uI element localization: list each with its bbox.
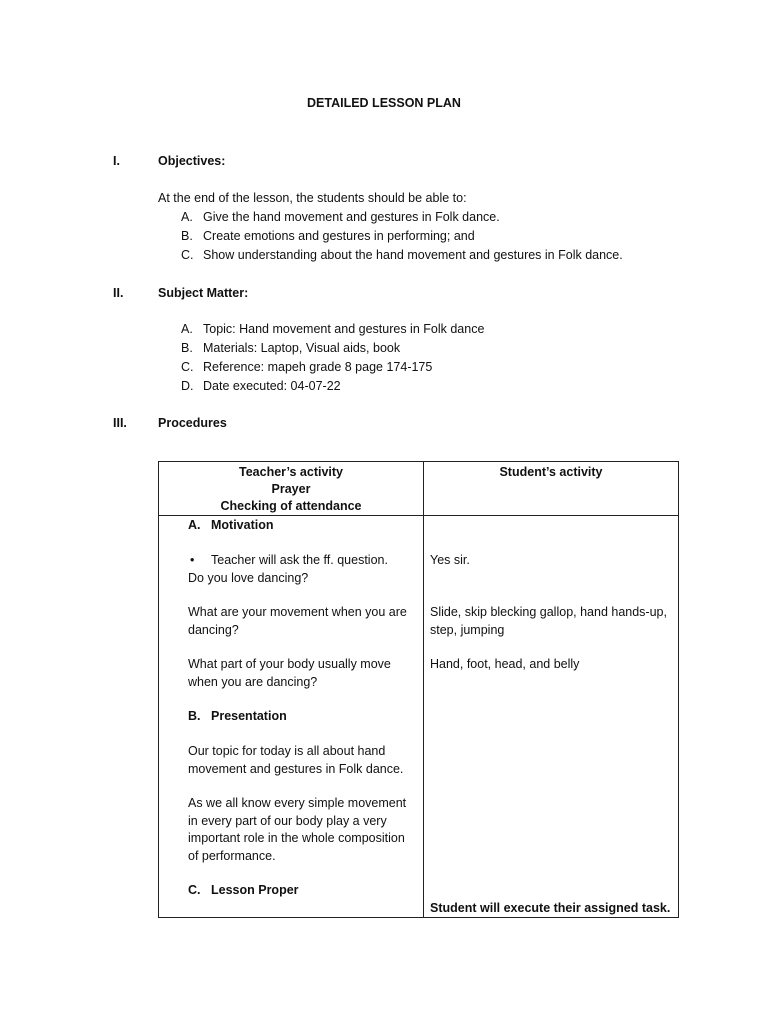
question-3-line-1: What part of your body usually move xyxy=(188,657,391,671)
section-numeral-objectives: I. xyxy=(113,154,120,168)
objective-letter: B. xyxy=(181,229,193,243)
objective-item: Give the hand movement and gestures in Folk dance. xyxy=(203,210,500,224)
section-numeral-procedures: III. xyxy=(113,416,127,430)
explanation-line-1: As we all know every simple movement xyxy=(188,796,407,810)
teacher-activity-cell xyxy=(159,516,424,918)
lesson-proper-letter: C. xyxy=(188,883,201,897)
header-line: Teacher’s activity xyxy=(239,465,343,479)
subject-letter: C. xyxy=(181,360,194,374)
table-body-row xyxy=(159,516,679,918)
question-1: Do you love dancing? xyxy=(188,571,309,585)
objective-item: Create emotions and gestures in performing; and xyxy=(203,229,475,243)
subject-item: Topic: Hand movement and gestures in Folk dance xyxy=(203,322,485,336)
teacher-activity-header xyxy=(159,462,424,516)
header-line: Prayer xyxy=(271,482,311,496)
subject-letter: D. xyxy=(181,379,194,393)
subject-letter: B. xyxy=(181,341,193,355)
section-numeral-subject-matter: II. xyxy=(113,286,124,300)
question-2-line-2: dancing? xyxy=(188,623,239,637)
question-2-line-1: What are your movement when you are xyxy=(188,605,407,619)
question-intro: Teacher will ask the ff. question. xyxy=(211,553,388,567)
explanation-line-3: important role in the whole composition xyxy=(188,831,405,845)
question-3-line-2: when you are dancing? xyxy=(188,675,318,689)
procedures-table xyxy=(158,461,679,918)
table-header-row xyxy=(159,462,679,516)
student-answer-2-line-2: step, jumping xyxy=(430,623,505,637)
subject-item: Materials: Laptop, Visual aids, book xyxy=(203,341,401,355)
subject-item: Reference: mapeh grade 8 page 174-175 xyxy=(203,360,433,374)
student-answer-3: Hand, foot, head, and belly xyxy=(430,657,580,671)
subject-letter: A. xyxy=(181,322,193,336)
document-title: DETAILED LESSON PLAN xyxy=(307,96,461,110)
explanation-line-2: in every part of our body play a very xyxy=(188,814,387,828)
motivation-letter: A. xyxy=(188,518,201,532)
student-activity-header xyxy=(424,462,679,516)
objective-letter: A. xyxy=(181,210,193,224)
student-answer-4: Student will execute their assigned task. xyxy=(430,901,671,915)
objectives-intro: At the end of the lesson, the students should be able to: xyxy=(158,191,467,205)
explanation-line-4: of performance. xyxy=(188,849,276,863)
topic-line-1: Our topic for today is all about hand xyxy=(188,744,386,758)
section-heading-objectives: Objectives: xyxy=(158,154,226,168)
lesson-proper-heading: Lesson Proper xyxy=(211,883,299,897)
topic-line-2: movement and gestures in Folk dance. xyxy=(188,762,404,776)
header-line: Checking of attendance xyxy=(220,499,362,513)
objective-letter: C. xyxy=(181,248,194,262)
subject-item: Date executed: 04-07-22 xyxy=(203,379,341,393)
student-answer-1: Yes sir. xyxy=(430,553,470,567)
student-answer-2-line-1: Slide, skip blecking gallop, hand hands-up, xyxy=(430,605,667,619)
motivation-heading: Motivation xyxy=(211,518,274,532)
section-heading-procedures: Procedures xyxy=(158,416,227,430)
header-line: Student’s activity xyxy=(499,465,603,479)
presentation-letter: B. xyxy=(188,709,201,723)
section-heading-subject-matter: Subject Matter: xyxy=(158,286,249,300)
student-activity-cell xyxy=(424,516,679,918)
presentation-heading: Presentation xyxy=(211,709,287,723)
objective-item: Show understanding about the hand movement and gestures in Folk dance. xyxy=(203,248,623,262)
bullet-icon: • xyxy=(190,553,195,567)
